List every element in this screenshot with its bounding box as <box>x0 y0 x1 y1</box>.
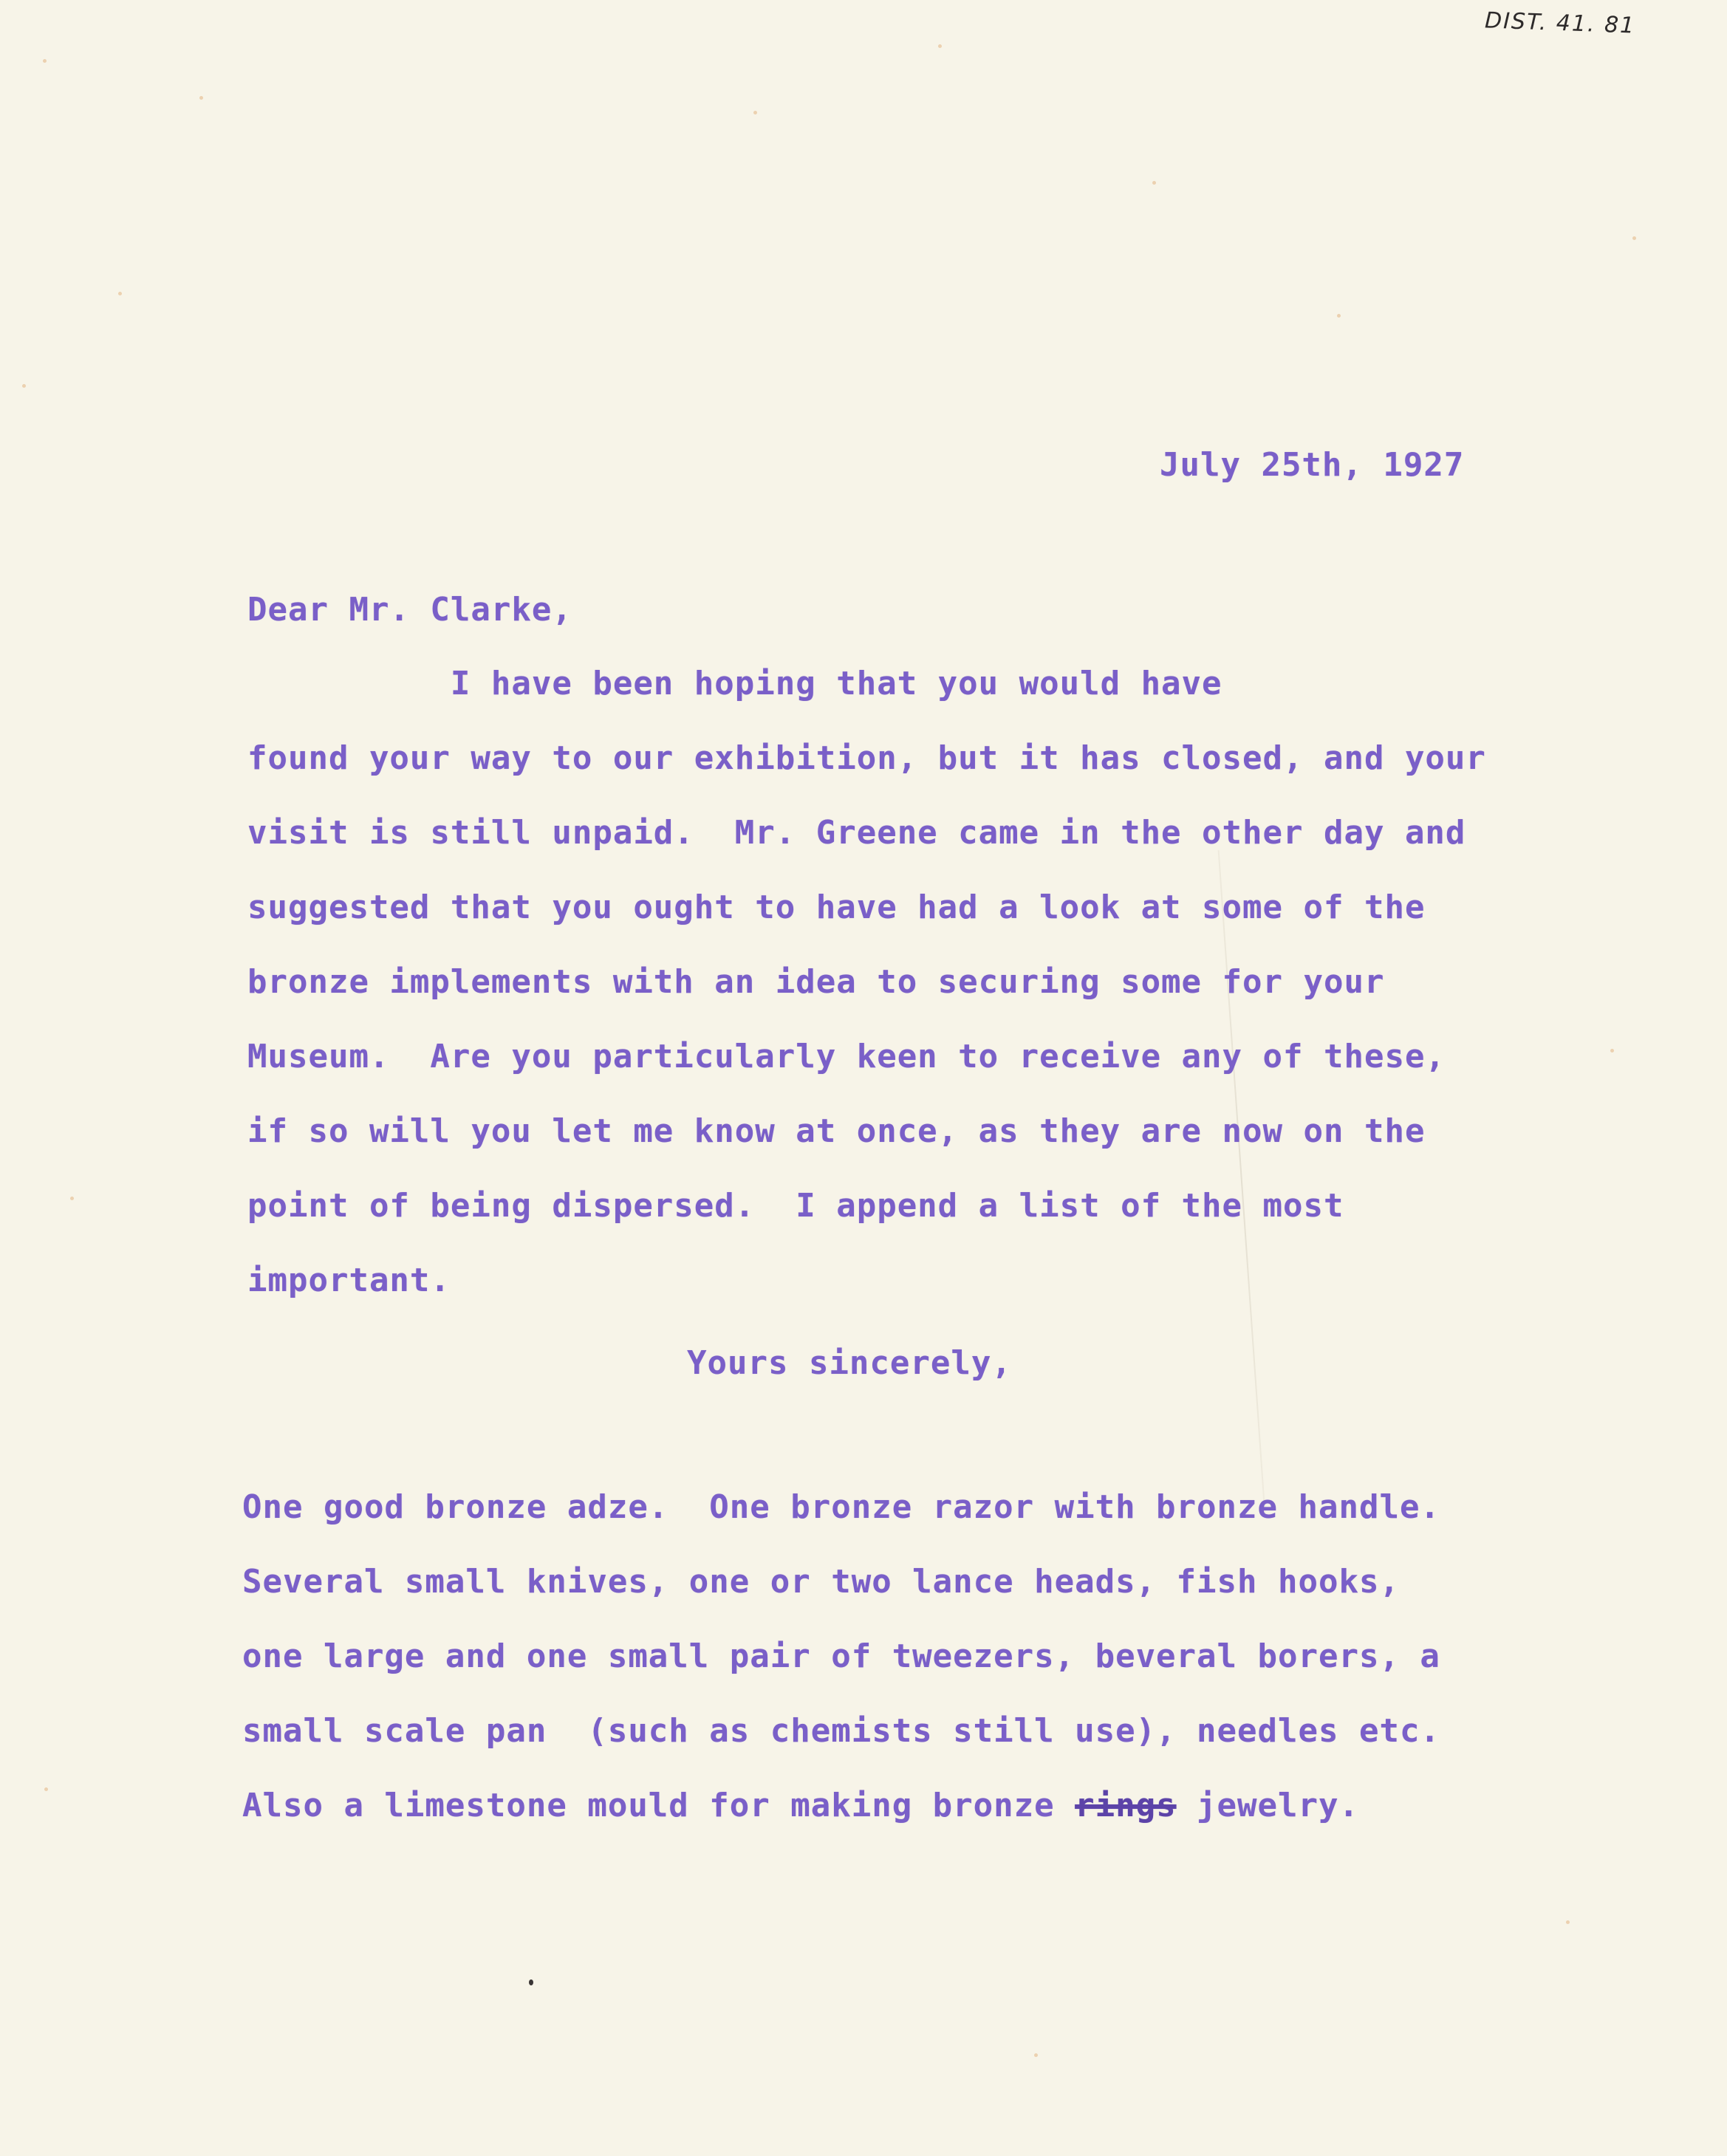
list-line-last-before: Also a limestone mould for making bronze <box>242 1787 1075 1824</box>
paper-speck <box>753 111 757 114</box>
list-line: small scale pan (such as chemists still use), needles etc. <box>242 1712 1440 1750</box>
body-line: if so will you let me know at once, as they are now on the <box>247 1112 1426 1150</box>
paper-speck <box>1152 181 1156 185</box>
letter-date: July 25th, 1927 <box>1160 446 1465 484</box>
body-line: suggested that you ought to have had a look at some of the <box>247 889 1426 926</box>
paper-speck <box>938 44 942 48</box>
body-line: I have been hoping that you would have <box>247 665 1222 702</box>
paper-speck <box>44 1787 48 1791</box>
body-line: found your way to our exhibition, but it has closed, and your <box>247 739 1486 777</box>
paper-speck <box>70 1197 74 1200</box>
paper-speck <box>22 384 26 388</box>
salutation: Dear Mr. Clarke, <box>247 591 572 629</box>
closing: Yours sincerely, <box>687 1344 1012 1382</box>
paper-speck <box>43 59 47 63</box>
body-line: visit is still unpaid. Mr. Greene came in the other day and <box>247 814 1466 852</box>
paper-speck <box>1337 314 1341 318</box>
paper-speck <box>199 96 203 100</box>
paper-speck <box>118 292 122 295</box>
list-line-last-after: jewelry. <box>1176 1787 1359 1824</box>
body-line: bronze implements with an idea to securing some for your <box>247 963 1385 1001</box>
paper-speck <box>1034 2053 1038 2057</box>
list-line: Several small knives, one or two lance heads, fish hooks, <box>242 1563 1400 1601</box>
body-line: point of being dispersed. I append a list of the most <box>247 1187 1344 1225</box>
paper-speck <box>1610 1049 1614 1053</box>
paper-speck <box>1566 1920 1570 1924</box>
list-line: one large and one small pair of tweezers, beveral borers, a <box>242 1637 1440 1675</box>
archive-reference: DIST. 41. 81 <box>1484 7 1636 39</box>
struck-word: rings <box>1075 1787 1177 1824</box>
body-line: important. <box>247 1262 451 1299</box>
list-line-last <box>242 1787 1359 1824</box>
paper-fold-crease <box>1218 850 1266 1513</box>
body-line: Museum. Are you particularly keen to receive any of these, <box>247 1038 1446 1075</box>
list-line: One good bronze adze. One bronze razor with bronze handle. <box>242 1488 1440 1526</box>
paper-speck <box>1632 236 1636 240</box>
ink-dot <box>529 1979 533 1985</box>
